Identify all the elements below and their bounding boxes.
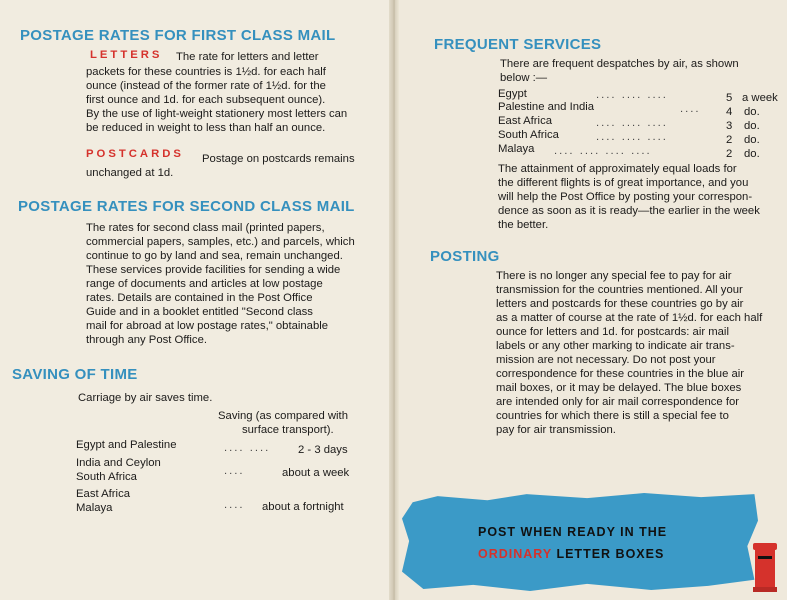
letters-label: LETTERS: [90, 49, 163, 61]
posting-line-0: There is no longer any special fee to pay for air: [496, 270, 732, 282]
service-4-dots: .... .... .... ....: [554, 145, 652, 157]
saving-row-2-value: about a fortnight: [262, 501, 344, 513]
banner-letter-boxes: LETTER BOXES: [551, 547, 665, 561]
posting-line-1: transmission for the countries mentioned. All your: [496, 284, 743, 296]
posting-line-11: pay for air transmission.: [496, 424, 616, 436]
letters-line-2: ounce (instead of the former rate of 1½d. for the: [86, 80, 326, 92]
postcards-line-0: Postage on postcards remains: [202, 153, 355, 165]
saving-row-0-dots: .... ....: [224, 442, 271, 454]
posting-line-2: letters and postcards for these countries go by air: [496, 298, 744, 310]
attain-line-2: will help the Post Office by posting your correspon-: [498, 191, 753, 203]
service-1-count: 4: [726, 106, 733, 118]
second-line-3: These services provide facilities for sending a wide: [86, 264, 341, 276]
posting-line-4: ounce for letters and 1d. for postcards: air mail: [496, 326, 729, 338]
service-0-unit: a week: [742, 92, 778, 104]
attain-line-1: the different flights is of great importance, and you: [498, 177, 749, 189]
letters-line-1: packets for these countries is 1½d. for each half: [86, 66, 326, 78]
second-line-8: through any Post Office.: [86, 334, 207, 346]
saving-row-0-dest: Egypt and Palestine: [76, 439, 177, 451]
service-2-count: 3: [726, 120, 733, 132]
posting-line-6: mission are not necessary. Do not post your: [496, 354, 716, 366]
pillar-box-icon: [752, 541, 778, 593]
heading-frequent-services: FREQUENT SERVICES: [434, 36, 602, 53]
saving-row-1-dest-1: South Africa: [76, 471, 137, 483]
saving-row-2-dest-1: Malaya: [76, 502, 113, 514]
posting-line-7: correspondence for these countries in the blue air: [496, 368, 745, 380]
letters-line-4: By the use of light-weight stationery most letters can: [86, 108, 348, 120]
posting-line-5: labels or any other marking to indicate air trans-: [496, 340, 735, 352]
attain-line-4: the better.: [498, 219, 549, 231]
service-0-count: 5: [726, 92, 733, 104]
second-line-1: commercial papers, samples, etc.) and parcels, which: [86, 236, 355, 248]
posting-line-3: as a matter of course at the rate of 1½d. for each half: [496, 312, 763, 324]
second-line-4: range of documents and articles at low postage: [86, 278, 323, 290]
posting-line-8: mail boxes, or it may be delayed. The blue boxes: [496, 382, 742, 394]
service-0-place: Egypt: [498, 88, 527, 100]
saving-row-2-dots: ....: [224, 499, 245, 511]
saving-header-0: Saving (as compared with: [218, 410, 348, 422]
letters-line-0: The rate for letters and letter: [176, 51, 319, 63]
service-2-unit: do.: [744, 120, 760, 132]
banner-ordinary: ORDINARY: [478, 547, 552, 561]
banner-line-1: POST WHEN READY IN THE: [478, 525, 668, 539]
blue-brush-banner: [402, 490, 758, 592]
service-1-place: Palestine and India: [498, 101, 595, 113]
service-3-unit: do.: [744, 134, 760, 146]
service-2-place: East Africa: [498, 115, 552, 127]
book-gutter: [389, 0, 399, 600]
second-line-7: mail for abroad at low postage rates," obtainable: [86, 320, 329, 332]
heading-second-class: POSTAGE RATES FOR SECOND CLASS MAIL: [18, 198, 355, 215]
saving-row-1-dots: ....: [224, 465, 245, 477]
service-0-dots: .... .... ....: [596, 89, 668, 101]
attain-line-0: The attainment of approximately equal loads for: [498, 163, 737, 175]
service-3-dots: .... .... ....: [596, 131, 668, 143]
postcards-line-1: unchanged at 1d.: [86, 167, 174, 179]
posting-line-10: countries for which there is still a special fee to: [496, 410, 729, 422]
banner-line-2: [478, 547, 664, 561]
second-line-5: rates. Details are contained in the Post Office: [86, 292, 313, 304]
postcards-label: POSTCARDS: [86, 148, 184, 160]
second-line-6: Guide and in a booklet entitled "Second class: [86, 306, 313, 318]
services-intro-1: below :—: [500, 72, 548, 84]
second-line-2: continue to go by land and sea, remain unchanged.: [86, 250, 343, 262]
saving-intro: Carriage by air saves time.: [78, 392, 213, 404]
posting-line-9: are intended only for air mail correspondence for: [496, 396, 740, 408]
heading-posting: POSTING: [430, 248, 500, 265]
attain-line-3: dence as soon as it is ready—the earlier in the week: [498, 205, 760, 217]
saving-row-2-dest-0: East Africa: [76, 488, 130, 500]
saving-header-1: surface transport).: [242, 424, 334, 436]
letters-line-3: first ounce and 1d. for each subsequent ounce).: [86, 94, 326, 106]
service-3-place: South Africa: [498, 129, 559, 141]
service-2-dots: .... .... ....: [596, 117, 668, 129]
heading-first-class: POSTAGE RATES FOR FIRST CLASS MAIL: [20, 27, 336, 44]
second-line-0: The rates for second class mail (printed papers,: [86, 222, 325, 234]
letters-line-5: be reduced in weight to less than half an ounce.: [86, 122, 326, 134]
saving-row-1-value: about a week: [282, 467, 350, 479]
services-intro-0: There are frequent despatches by air, as shown: [500, 58, 739, 70]
saving-row-0-value: 2 - 3 days: [298, 444, 348, 456]
service-4-unit: do.: [744, 148, 760, 160]
service-1-dots: ....: [680, 103, 701, 115]
service-1-unit: do.: [744, 106, 760, 118]
heading-saving-of-time: SAVING OF TIME: [12, 366, 138, 383]
service-3-count: 2: [726, 134, 733, 146]
service-4-count: 2: [726, 148, 733, 160]
saving-row-1-dest-0: India and Ceylon: [76, 457, 161, 469]
service-4-place: Malaya: [498, 143, 535, 155]
